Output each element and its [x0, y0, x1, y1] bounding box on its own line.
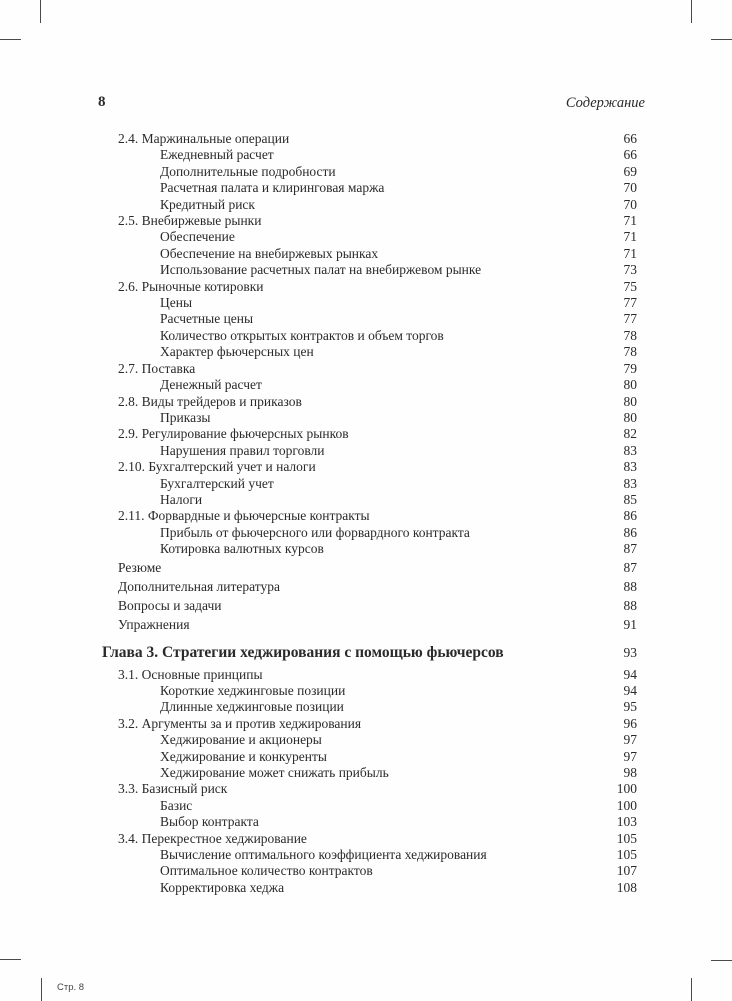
toc-entry-title: 3.2. Аргументы за и против хеджирования: [118, 715, 362, 731]
toc-entry-title: Обеспечение на внебиржевых рынках: [160, 245, 379, 261]
toc-entry: [102, 147, 637, 163]
toc-entry-page: 85: [623, 491, 637, 507]
toc-entry-title: 2.6. Рыночные котировки: [118, 278, 264, 294]
toc-entry: [102, 180, 637, 196]
toc-entry-page: 100: [616, 797, 637, 813]
toc-entry-title: Дополнительная литература: [118, 579, 280, 595]
toc-entry-page: 105: [616, 830, 637, 846]
toc-entry-page: 103: [616, 814, 637, 830]
running-head: [98, 94, 645, 112]
toc-entry-page: 71: [623, 229, 637, 245]
toc-entry-page: 69: [623, 163, 637, 179]
toc-entry: [102, 880, 637, 896]
toc-entry: [102, 229, 637, 245]
toc-entry: [102, 508, 637, 524]
toc-entry-title: Хеджирование и конкуренты: [160, 748, 327, 764]
toc-entry: [102, 164, 637, 180]
toc-entry-page: 97: [623, 748, 637, 764]
running-title: Содержание: [565, 95, 645, 111]
toc-entry-page: 79: [623, 360, 637, 376]
page-number: 8: [98, 94, 106, 110]
toc-entry: [102, 492, 637, 508]
toc-entry-page: 80: [623, 409, 637, 425]
toc-entry-page: 83: [623, 442, 637, 458]
toc-entry-page: 80: [623, 377, 637, 393]
toc-entry-title: Длинные хеджинговые позиции: [160, 699, 344, 715]
toc-entry-title: 3.3. Базисный риск: [118, 781, 228, 797]
toc-entry-title: Упражнения: [118, 617, 190, 633]
toc-entry-title: Дополнительные подробности: [160, 163, 336, 179]
footer-page-label: Стр. 8: [57, 982, 85, 993]
toc-entry: [102, 377, 637, 393]
crop-mark: [0, 39, 21, 40]
toc-entry-title: Нарушения правил торговли: [160, 442, 325, 458]
toc-entry: [102, 749, 637, 765]
toc-entry-page: 86: [623, 524, 637, 540]
toc-entry-page: 91: [623, 617, 637, 633]
toc-entry-page: 100: [616, 781, 637, 797]
toc-entry: [102, 683, 637, 699]
toc-entry-title: Глава 3. Стратегии хеджирования с помощью фьючерсов: [102, 643, 504, 661]
toc-entry-title: Корректировка хеджа: [160, 879, 285, 895]
toc-entry-page: 75: [623, 278, 637, 294]
toc-entry-page: 78: [623, 344, 637, 360]
toc-entry-page: 66: [623, 147, 637, 163]
toc-entry: [102, 344, 637, 360]
toc-entry: [102, 525, 637, 541]
toc-entry-title: Оптимальное количество контрактов: [160, 863, 373, 879]
toc-entry-page: 98: [623, 765, 637, 780]
toc-entry: [102, 131, 637, 147]
toc-entry-title: 2.8. Виды трейдеров и приказов: [118, 393, 302, 409]
toc-entry-title: Обеспечение: [160, 229, 235, 245]
toc-entry-title: Котировка валютных курсов: [160, 541, 324, 557]
toc-entry-title: Приказы: [160, 409, 211, 425]
toc-entry-page: 73: [623, 262, 637, 278]
toc-entry-title: Вопросы и задачи: [118, 598, 222, 614]
toc-entry: [102, 459, 637, 475]
toc-entry-title: 2.11. Форвардные и фьючерсные контракты: [118, 508, 370, 524]
crop-mark: [691, 978, 692, 1001]
toc-entry: [102, 781, 637, 797]
toc-entry-title: Денежный расчет: [160, 377, 262, 393]
toc-entry-page: 80: [623, 393, 637, 409]
toc-entry-title: 2.9. Регулирование фьючерсных рынков: [118, 426, 349, 442]
toc-entry: [102, 213, 637, 229]
toc-entry: [102, 279, 637, 295]
toc-entry-title: Ежедневный расчет: [160, 147, 274, 163]
toc-entry-title: 2.5. Внебиржевые рынки: [118, 213, 262, 229]
toc-entry-page: 71: [623, 213, 637, 229]
toc-entry-page: 95: [623, 699, 637, 715]
crop-mark: [41, 978, 42, 1001]
crop-mark: [711, 960, 732, 961]
toc-entry: [102, 699, 637, 715]
toc-entry-page: 108: [616, 879, 637, 895]
toc-entry-title: Базис: [160, 797, 193, 813]
toc-entry-title: Хеджирование может снижать прибыль: [160, 765, 389, 780]
toc-entry-title: Короткие хеджинговые позиции: [160, 682, 346, 698]
toc-entry: [102, 443, 637, 459]
toc-entry-page: 88: [623, 579, 637, 595]
toc-entry-title: 3.4. Перекрестное хеджирование: [118, 830, 307, 846]
toc-entry: [102, 598, 637, 614]
toc-entry: [102, 798, 637, 814]
toc-entry-page: 77: [623, 295, 637, 311]
crop-mark: [0, 959, 21, 960]
toc-entry-title: 2.4. Маржинальные операции: [118, 131, 290, 146]
toc-entry-page: 77: [623, 311, 637, 327]
toc-entry-title: Количество открытых контрактов и объем торгов: [160, 327, 444, 343]
toc-entry-page: 87: [623, 541, 637, 557]
toc-entry: [102, 863, 637, 879]
toc-entry-page: 107: [616, 863, 637, 879]
toc-entry: [102, 560, 637, 576]
toc-entry: [102, 197, 637, 213]
crop-mark: [691, 0, 692, 23]
toc-entry-title: Расчетные цены: [160, 311, 254, 327]
toc-entry: [102, 765, 637, 781]
toc-entry-title: Налоги: [160, 491, 203, 507]
toc-entry-title: Использование расчетных палат на внебиржевом рынке: [160, 262, 482, 278]
toc-entry: [102, 426, 637, 442]
toc-entry: [102, 732, 637, 748]
toc-entry-page: 97: [623, 732, 637, 748]
toc-entry: [102, 311, 637, 327]
toc-entry-page: 70: [623, 196, 637, 212]
toc-entry-page: 78: [623, 327, 637, 343]
toc-entry-page: 71: [623, 245, 637, 261]
toc-chapter-heading: [102, 643, 637, 663]
toc-entry: [102, 328, 637, 344]
toc-entry-page: 105: [616, 847, 637, 863]
toc-entry-title: 2.7. Поставка: [118, 360, 196, 376]
toc-entry: [102, 541, 637, 557]
toc-entry: [102, 410, 637, 426]
toc-entry-title: Резюме: [118, 560, 162, 576]
toc-entry-page: 86: [623, 508, 637, 524]
toc-entry-page: 66: [623, 131, 637, 146]
toc-entry: [102, 295, 637, 311]
crop-mark: [711, 39, 732, 40]
toc-entry-title: 3.1. Основные принципы: [118, 666, 263, 682]
toc-entry-page: 87: [623, 560, 637, 576]
toc-entry-title: Расчетная палата и клиринговая маржа: [160, 180, 385, 196]
table-of-contents: [102, 131, 637, 896]
toc-entry: [102, 361, 637, 377]
toc-entry-page: 88: [623, 598, 637, 614]
toc-entry: [102, 667, 637, 683]
toc-entry-title: Хеджирование и акционеры: [160, 732, 322, 748]
toc-entry: [102, 394, 637, 410]
toc-entry-title: Цены: [160, 295, 193, 311]
toc-entry: [102, 262, 637, 278]
toc-entry: [102, 246, 637, 262]
toc-entry: [102, 814, 637, 830]
toc-entry-page: 96: [623, 715, 637, 731]
toc-entry: [102, 617, 637, 633]
toc-entry-page: 83: [623, 475, 637, 491]
toc-entry: [102, 476, 637, 492]
toc-entry-page: 94: [623, 682, 637, 698]
toc-entry-title: Бухгалтерский учет: [160, 475, 274, 491]
crop-mark: [40, 0, 41, 23]
toc-entry-title: Выбор контракта: [160, 814, 259, 830]
toc-entry-title: Характер фьючерсных цен: [160, 344, 314, 360]
toc-entry-page: 94: [623, 666, 637, 682]
toc-entry-page: 83: [623, 459, 637, 475]
toc-entry-title: Прибыль от фьючерсного или форвардного контракта: [160, 524, 470, 540]
toc-entry: [102, 579, 637, 595]
toc-entry: [102, 831, 637, 847]
toc-entry-page: 70: [623, 180, 637, 196]
toc-entry-title: Кредитный риск: [160, 196, 255, 212]
toc-entry-title: Вычисление оптимального коэффициента хеджирования: [160, 847, 487, 863]
toc-entry-page: 82: [623, 426, 637, 442]
toc-entry: [102, 716, 637, 732]
toc-entry-title: 2.10. Бухгалтерский учет и налоги: [118, 459, 316, 475]
toc-entry-page: 93: [623, 644, 637, 660]
toc-entry: [102, 847, 637, 863]
